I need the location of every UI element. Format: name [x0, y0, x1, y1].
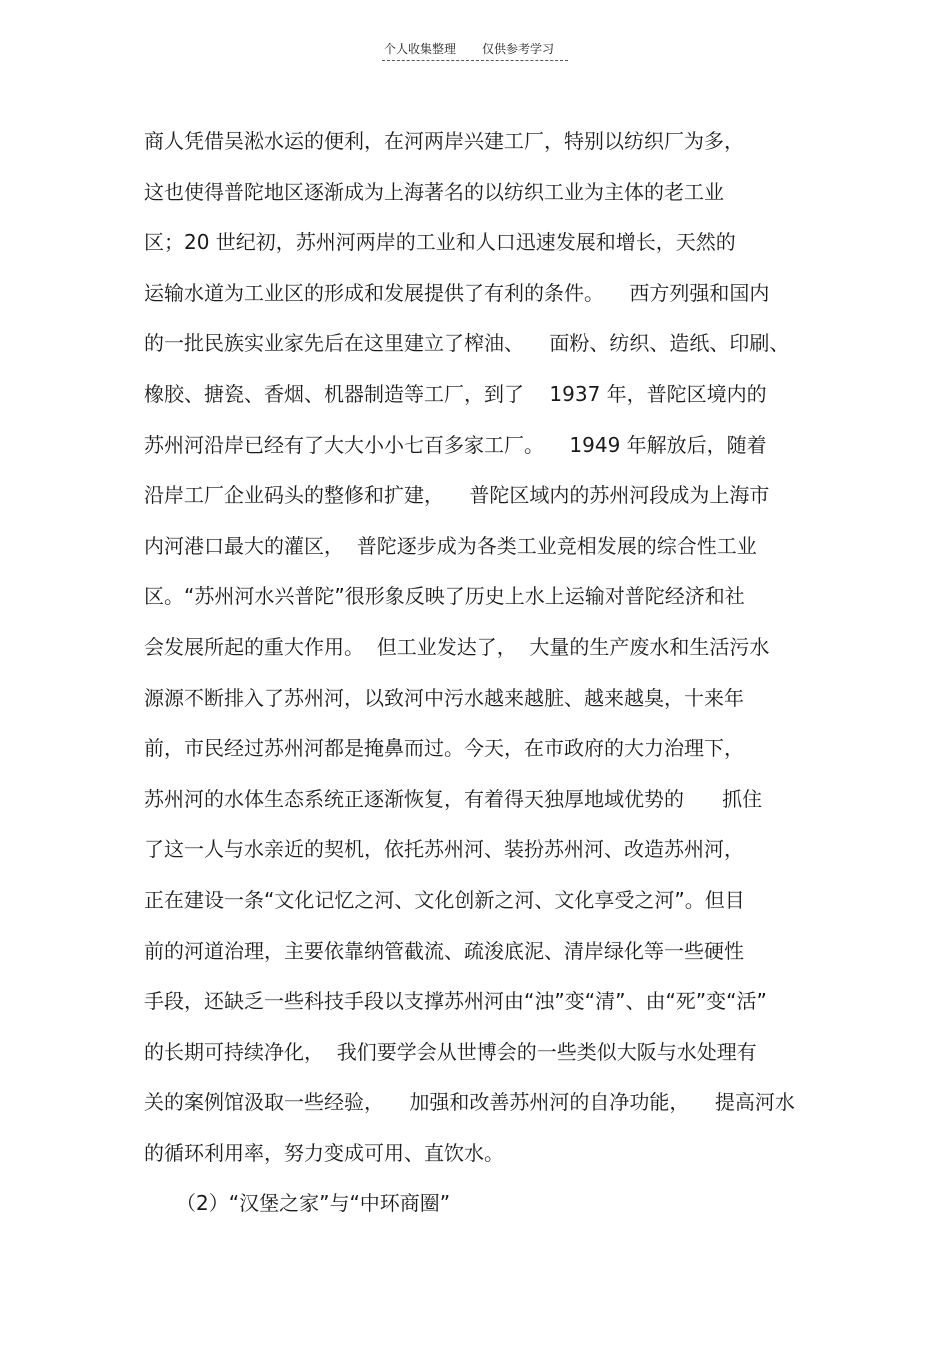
body-line-19: 的长期可持续净化， 我们要学会从世博会的一些类似大阪与水处理有 [144, 1039, 757, 1064]
page-header [382, 41, 568, 61]
document-body [144, 123, 884, 1236]
body-line-14: 苏州河的水体生态系统正逐渐恢复，有着得天独厚地域优势的 抓住 [144, 786, 763, 811]
section-heading: （2）“汉堡之家”与“中环商圈” [176, 1191, 451, 1216]
body-line-1: 商人凭借吴淞水运的便利，在河两岸兴建工厂，特别以纺织厂为多， [144, 129, 744, 153]
body-line-20: 关的案例馆汲取一些经验， 加强和改善苏州河的自净功能， 提高河水 [144, 1090, 795, 1115]
body-line-11: 会发展所起的重大作用。 但工业发达了， 大量的生产废水和生活污水 [144, 634, 770, 659]
header-right-text: 仅供参考学习 [482, 42, 555, 56]
body-line-4: 运输水道为工业区的形成和发展提供了有利的条件。 西方列强和国内 [144, 280, 770, 305]
body-line-9: 内河港口最大的灌区， 普陀逐步成为各类工业竞相发展的综合性工业 [144, 533, 757, 558]
body-line-6: 橡胶、搪瓷、香烟、机器制造等工厂，到了 1937 年，普陀区境内的 [144, 381, 767, 406]
body-line-18: 手段，还缺乏一些科技手段以支撑苏州河由“浊”变“清”、由“死”变“活” [144, 989, 767, 1014]
body-line-8: 沿岸工厂企业码头的整修和扩建， 普陀区域内的苏州河段成为上海市 [144, 483, 770, 508]
body-line-3: 区；20 世纪初，苏州河两岸的工业和人口迅速发展和增长，天然的 [144, 230, 736, 255]
body-line-7: 苏州河沿岸已经有了大大小小七百多家工厂。 1949 年解放后，随着 [144, 432, 767, 457]
body-line-16: 正在建设一条“文化记忆之河、文化创新之河、文化享受之河”。但目 [144, 887, 745, 912]
body-line-2: 这也使得普陀地区逐渐成为上海著名的以纺织工业为主体的老工业 [144, 179, 724, 204]
body-line-5: 的一批民族实业家先后在这里建立了榨油、 面粉、纺织、造纸、印刷、 [144, 331, 790, 356]
body-line-12: 源源不断排入了苏州河，以致河中污水越来越脏、越来越臭，十来年 [144, 685, 744, 710]
body-line-17: 前的河道治理，主要依靠纳管截流、疏浚底泥、清岸绿化等一些硬性 [144, 938, 744, 963]
body-line-15: 了这一人与水亲近的契机，依托苏州河、装扮苏州河、改造苏州河， [144, 837, 744, 862]
body-line-21: 的循环利用率，努力变成可用、直饮水。 [144, 1140, 504, 1165]
body-line-10: 区。“苏州河水兴普陀”很形象反映了历史上水上运输对普陀经济和社 [144, 584, 745, 609]
header-left-text: 个人收集整理 [384, 42, 457, 56]
header-divider [382, 60, 568, 61]
body-line-13: 前，市民经过苏州河都是掩鼻而过。今天，在市政府的大力治理下， [144, 736, 744, 761]
